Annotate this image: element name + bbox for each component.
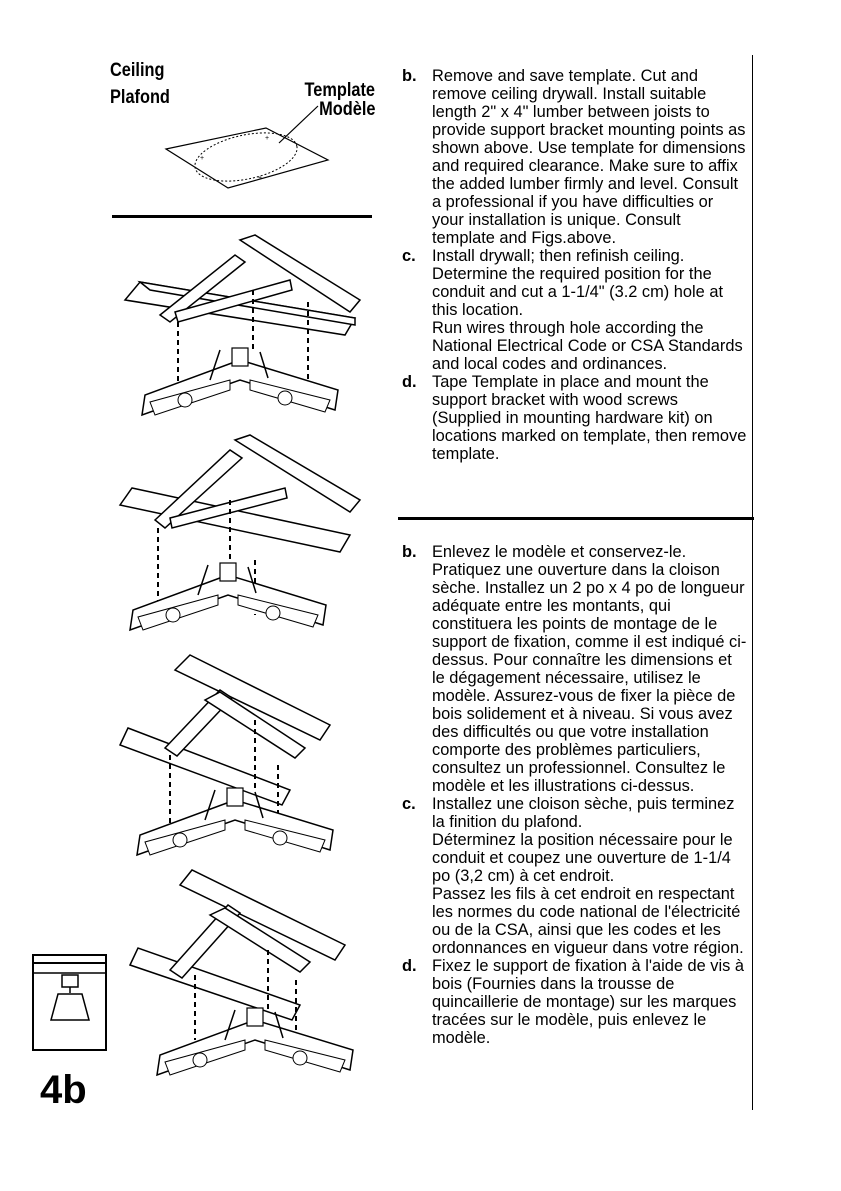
french-instructions — [398, 543, 748, 1047]
step-paragraph: Fixez le support de fixation à l'aide de vis à bois (Fournies dans la trousse de quincaillerie de montage) sur les marques tracées sur le modèle, puis enlevez le modèle. — [432, 957, 744, 1047]
plafond-label: Plafond — [110, 87, 170, 108]
figure-2 — [120, 435, 360, 630]
step-letter: c. — [402, 795, 416, 813]
step-paragraph: Installez une cloison sèche, puis terminez la finition du plafond. — [432, 795, 735, 831]
modele-label: Modèle — [318, 99, 375, 120]
step-paragraph: Tape Template in place and mount the support bracket with wood screws (Supplied in mounting hardware kit) on locations marked on template, then remove template. — [432, 373, 747, 463]
step-paragraph: Run wires through hole according the National Electrical Code or CSA Standards and local codes and ordinances. — [432, 319, 743, 373]
right-divider — [398, 517, 754, 520]
step-d-fr — [398, 957, 748, 1047]
step-letter: b. — [402, 543, 417, 561]
step-paragraph: Déterminez la position nécessaire pour le conduit et coupez une ouverture de 1-1/4 po (3,2 cm) à cet endroit. — [432, 831, 733, 885]
step-letter: b. — [402, 67, 417, 85]
step-letter: c. — [402, 247, 416, 265]
step-letter: d. — [402, 373, 417, 391]
svg-text:+: + — [258, 175, 263, 182]
step-letter: d. — [402, 957, 417, 975]
step-c-en — [398, 247, 748, 373]
template-label: Template — [304, 80, 375, 101]
figure-4 — [130, 870, 353, 1075]
step-b-en — [398, 67, 748, 247]
right-margin-line — [752, 55, 753, 1110]
figure-1 — [125, 235, 360, 415]
page-number: 4b — [40, 1068, 87, 1112]
step-d-en — [398, 373, 748, 463]
step-paragraph: Enlevez le modèle et conservez-le. Pratiquez une ouverture dans la cloison sèche. Installez un 2 po x 4 po de longueur adéquate entre les montants, qui constituera les points de montage de le support de fixation, comme il est indiqué ci-dessus. Pour connaître les dimensions et le dégagement nécessaire, utilisez le modèle. Assurez-vous de fixer la pièce de bois solidement et à niveau. Si vous avez des difficultés ou que votre installation comporte des problèmes particuliers, consultez un professionnel. Consultez le modèle et les illustrations ci-dessus. — [432, 543, 747, 795]
lamp-icon — [33, 955, 106, 1050]
step-paragraph: Passez les fils à cet endroit en respectant les normes du code national de l'électricité ou de la CSA, ainsi que les codes et les ordonnances en vigueur dans votre région. — [432, 885, 744, 957]
step-c-fr — [398, 795, 748, 957]
english-instructions — [398, 67, 748, 463]
step-paragraph: Remove and save template. Cut and remove ceiling drywall. Install suitable length 2" x 4" lumber between joists to provide support bracket mounting points as shown above. Use template for dimensions and required clearance. Make sure to affix the added lumber firmly and level. Consult a professional if you have difficulties or your installation is unique. Consult template and Figs.above. — [432, 67, 746, 247]
svg-text:+: + — [265, 135, 270, 142]
svg-text:+: + — [200, 155, 205, 162]
figure-3 — [120, 655, 333, 855]
ceiling-label: Ceiling — [110, 60, 165, 81]
step-b-fr — [398, 543, 748, 795]
step-paragraph: Install drywall; then refinish ceiling. Determine the required position for the conduit and cut a 1-1/4" (3.2 cm) hole at this location. — [432, 247, 723, 319]
